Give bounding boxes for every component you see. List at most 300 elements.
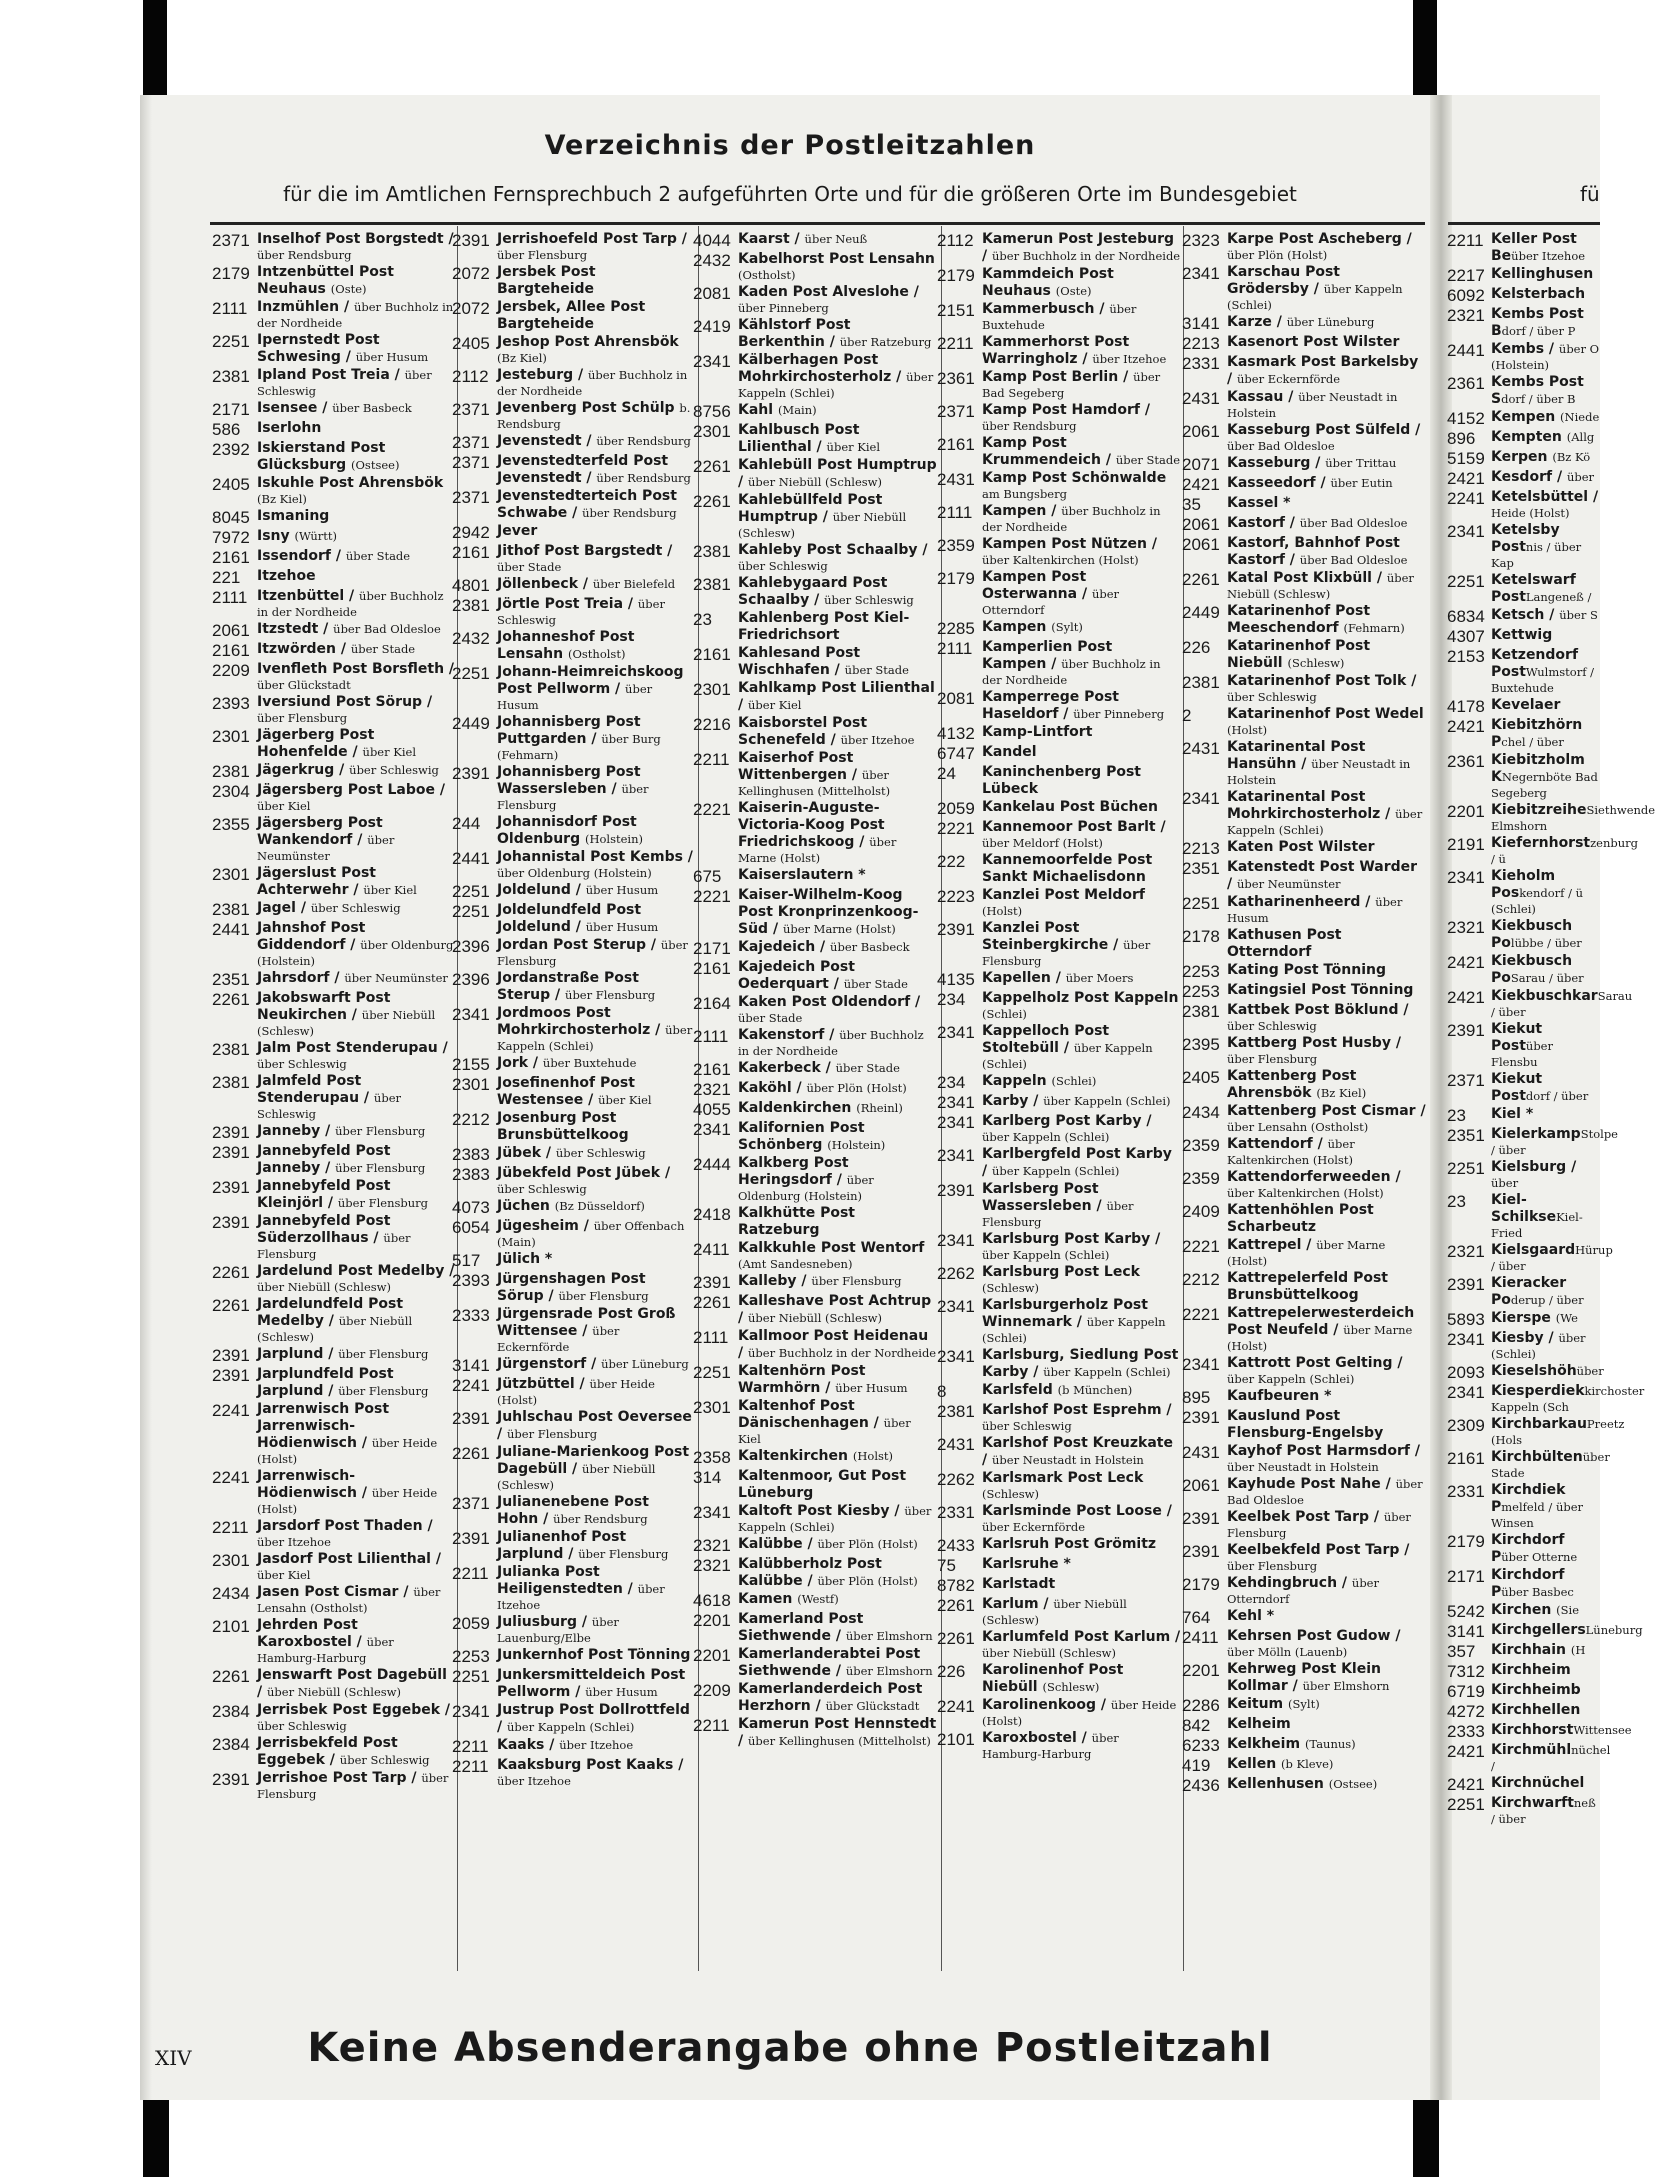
directory-column-1 [212, 231, 455, 1971]
delivery-detail: über Kiel [257, 1568, 311, 1582]
place-entry [738, 887, 937, 938]
place-name: Jordanstraße Post Sterup / [497, 970, 639, 1003]
directory-entry [1447, 1106, 1600, 1125]
place-entry [1491, 286, 1600, 303]
directory-entry [1182, 1608, 1426, 1627]
place-name: Kayhude Post Nahe / [1227, 1476, 1396, 1492]
place-name: Jägerslust Post Achterwehr / [257, 865, 376, 898]
directory-entry [1447, 953, 1600, 987]
directory-entry [1447, 868, 1600, 917]
place-entry [982, 1023, 1181, 1072]
postal-code: 2211 [452, 1757, 489, 1776]
place-entry [257, 231, 455, 263]
directory-entry [212, 1263, 455, 1295]
place-name: Kerpen [1491, 449, 1553, 465]
postal-code: 2251 [452, 902, 490, 921]
place-name: Keller Post Be [1491, 231, 1577, 264]
directory-entry [1447, 717, 1600, 751]
place-entry [257, 990, 455, 1039]
place-name: Johanneshof Post Lensahn [497, 629, 635, 662]
place-entry [1491, 1449, 1610, 1481]
postal-code: 4801 [452, 576, 490, 595]
delivery-detail: (Bz Kö [1552, 450, 1591, 464]
directory-entry [212, 865, 455, 899]
place-name: Katal Post Klixbüll / [1227, 570, 1387, 586]
postal-code: 2179 [212, 264, 250, 283]
delivery-detail: über Niebüll (Schlesw) [738, 510, 907, 540]
delivery-detail: über Heide (Holst) [497, 1377, 655, 1407]
postal-code: 2341 [1447, 868, 1485, 887]
place-name: Kierspe [1491, 1310, 1556, 1326]
delivery-detail: über Buxtehude [982, 302, 1137, 332]
place-name: Kaninchenberg Post Lübeck [982, 764, 1141, 797]
place-entry [497, 1306, 695, 1355]
page-edge-shadow [140, 95, 152, 2100]
place-entry [1227, 264, 1426, 313]
place-entry [738, 1080, 937, 1097]
postal-code: 2393 [452, 1271, 490, 1290]
page-number: XIV [155, 2046, 192, 2070]
place-entry [257, 1551, 455, 1583]
directory-entry [937, 1435, 1181, 1469]
delivery-detail: derup / über [1510, 1293, 1584, 1307]
delivery-detail: über Kappeln (Schlei) [982, 1041, 1153, 1071]
directory-entry [212, 1667, 455, 1701]
directory-entry [212, 440, 455, 474]
place-entry [1491, 1482, 1600, 1531]
place-entry [738, 251, 937, 283]
place-name: Katarinenhof Post Niebüll [1227, 638, 1371, 671]
place-name: Kattrepel / [1227, 1237, 1317, 1253]
place-name: Kielsgaard [1491, 1242, 1576, 1258]
postal-code: 2391 [212, 1366, 250, 1385]
place-entry [257, 1584, 455, 1616]
delivery-detail: über Schleswig [824, 593, 914, 607]
delivery-detail: über Flensbu [1491, 1039, 1553, 1069]
delivery-detail: (Holstein) [584, 832, 644, 846]
delivery-detail: über Itzehoe [559, 1738, 634, 1752]
postal-code: 4307 [1447, 627, 1485, 646]
directory-entry [452, 1145, 695, 1164]
directory-entry [212, 548, 455, 567]
delivery-detail: über Oldenburg (Holstein) [497, 866, 652, 880]
place-entry [1227, 1776, 1426, 1793]
place-entry [1227, 1270, 1426, 1304]
place-name: Kattendorf / [1227, 1136, 1328, 1152]
delivery-detail: (Amt Sandesneben) [738, 1257, 853, 1271]
delivery-detail: über Glückstadt [825, 1699, 920, 1713]
delivery-detail: über Buchholz in der Nordheide [257, 300, 454, 330]
place-name: Karlsfeld [982, 1382, 1058, 1398]
place-name: Jerrishoe Post Tarp / [257, 1770, 422, 1786]
place-entry [257, 420, 455, 437]
place-entry [1227, 1169, 1426, 1201]
place-name: Kamerlanderdeich Post Herzhorn / [738, 1681, 923, 1714]
place-name: Jübek / [497, 1145, 556, 1161]
place-name: Keelbekfeld Post Tarp / [1227, 1542, 1410, 1558]
directory-entry [452, 1110, 695, 1144]
directory-entry [1447, 1482, 1600, 1531]
place-entry [738, 1027, 937, 1059]
delivery-detail: über Kellinghusen (Mittelholst) [738, 768, 891, 798]
postal-code: 2241 [1447, 489, 1485, 508]
place-entry [1227, 1476, 1426, 1508]
directory-entry [1182, 927, 1426, 961]
directory-entry [937, 1297, 1181, 1346]
directory-entry [693, 1240, 937, 1272]
postal-code: 2061 [1182, 422, 1220, 441]
postal-code: 226 [1182, 638, 1211, 657]
place-name: Kammerhorst Post Warringholz / [982, 334, 1130, 367]
place-entry [738, 1611, 937, 1645]
directory-entry [693, 1681, 937, 1715]
delivery-detail: über Schleswig [257, 1057, 347, 1071]
postal-code: 2341 [1447, 522, 1485, 541]
delivery-detail: Kiel-Fried [1491, 1210, 1583, 1240]
place-entry [257, 440, 455, 474]
delivery-detail: über Kellinghusen (Mittelholst) [748, 1734, 931, 1748]
directory-entry [937, 1402, 1181, 1434]
directory-entry [937, 639, 1181, 688]
place-entry [982, 920, 1181, 969]
delivery-detail: über Stade [835, 1061, 900, 1075]
place-entry [257, 661, 455, 693]
place-name: Isny [257, 528, 295, 544]
postal-code: 2161 [693, 645, 731, 664]
place-name: Kembs / [1491, 341, 1559, 357]
place-name: Jahnshof Post Giddendorf / [257, 920, 366, 953]
place-entry [1491, 1602, 1600, 1619]
postal-code: 2216 [693, 715, 731, 734]
delivery-detail: über Kappeln (Schlei) [982, 1130, 1110, 1144]
place-name: Jannebyfeld Post Kleinjörl / [257, 1178, 391, 1211]
directory-entry [1447, 341, 1600, 373]
delivery-detail: über Kappeln (Schlei) [982, 1315, 1166, 1345]
place-entry [982, 1730, 1181, 1762]
place-entry [1491, 1071, 1600, 1105]
place-entry [738, 715, 937, 749]
place-entry [497, 264, 695, 298]
directory-column-3 [693, 231, 937, 1971]
place-name: Karpe Post Ascheberg / [1227, 231, 1412, 247]
place-name: Johannisberg Post Wassersleben / [497, 764, 641, 797]
delivery-detail: über Schleswig [1227, 1019, 1317, 1033]
delivery-detail: über Husum [835, 1381, 908, 1395]
delivery-detail: über Pinneberg [1073, 707, 1165, 721]
postal-code: 222 [937, 852, 966, 871]
postal-code: 2161 [693, 959, 731, 978]
place-name: Itzwörden / [257, 641, 351, 657]
place-name: Karlsmark Post Leck [982, 1470, 1144, 1486]
place-entry [497, 1055, 695, 1072]
postal-code: 2431 [1182, 1443, 1220, 1462]
place-entry [1491, 449, 1600, 466]
delivery-detail: über (Schlei) [1491, 1331, 1586, 1361]
place-entry [1227, 927, 1426, 961]
postal-code: 2333 [452, 1306, 490, 1325]
place-name: Karlsruhe * [982, 1556, 1071, 1572]
directory-entry [1447, 752, 1600, 801]
place-name: Karlbergfeld Post Karby / [982, 1146, 1172, 1179]
place-name: Josenburg Post Brunsbüttelkoog [497, 1110, 629, 1143]
postal-code: 2341 [937, 1297, 975, 1316]
place-entry [257, 1178, 455, 1212]
place-name: Kiesby / [1491, 1330, 1559, 1346]
place-name: Jenswarft Post Dagebüll / [257, 1667, 447, 1700]
place-name: Kahlesand Post Wischhafen / [738, 645, 861, 678]
place-name: Jerrisbekfeld Post Eggebek / [257, 1735, 398, 1768]
place-name: Jordmoos Post Mohrkirchosterholz / [497, 1005, 666, 1038]
delivery-detail: über Bad Segeberg [982, 370, 1161, 400]
postal-code: 2061 [212, 621, 250, 640]
delivery-detail: über Stade [1115, 453, 1181, 467]
place-entry [497, 334, 695, 366]
delivery-detail: Preetz (Hols [1491, 1417, 1625, 1447]
place-name: Kayhof Post Harmsdorf / [1227, 1443, 1420, 1459]
place-entry [497, 596, 695, 628]
place-entry [1227, 1628, 1426, 1660]
directory-entry [693, 680, 937, 714]
directory-entry [212, 1735, 455, 1769]
place-entry [982, 1662, 1181, 1696]
delivery-detail: kirchoster Kappeln (Sch [1491, 1384, 1645, 1414]
place-entry [1227, 1443, 1426, 1475]
next-page-header-rule [1448, 222, 1600, 225]
delivery-detail: über Kaltenkirchen (Holst) [1227, 1186, 1384, 1200]
directory-entry [937, 1264, 1181, 1296]
delivery-detail: über Flensburg [335, 1161, 426, 1175]
delivery-detail: über Stade [345, 549, 411, 563]
place-entry [1491, 1662, 1600, 1679]
place-name: Kappelholz Post Kappeln [982, 990, 1179, 1006]
delivery-detail: über Oldenburg (Holstein) [257, 938, 454, 968]
place-entry [497, 814, 695, 848]
place-entry [1491, 1775, 1600, 1792]
postal-code: 2251 [452, 664, 490, 683]
delivery-detail: über Plön (Holst) [806, 1081, 907, 1095]
place-entry [257, 782, 455, 814]
place-entry [497, 1005, 695, 1054]
delivery-detail: melfeld / über Winsen [1491, 1500, 1584, 1530]
place-name: Kaken Post Oldendorf / [738, 994, 921, 1010]
postal-code: 2384 [212, 1702, 250, 1721]
delivery-detail: über Lensahn (Ostholst) [257, 1585, 441, 1615]
directory-entry [937, 402, 1181, 434]
postal-code: 2341 [693, 1120, 731, 1139]
directory-entry [1182, 638, 1426, 672]
place-entry [257, 1518, 455, 1550]
delivery-detail: über Niebüll (Schlesw) [257, 1008, 436, 1038]
delivery-detail: über [1566, 470, 1595, 484]
directory-entry [1182, 1388, 1426, 1407]
directory-entry [452, 1614, 695, 1646]
directory-entry [212, 970, 455, 989]
place-name: Julianka Post Heiligenstedten / [497, 1564, 638, 1597]
directory-entry [693, 231, 937, 250]
place-entry [1491, 1275, 1600, 1309]
directory-entry [937, 819, 1181, 851]
postal-code: 8045 [212, 508, 250, 527]
place-entry [1227, 839, 1426, 856]
postal-code: 314 [693, 1468, 722, 1487]
place-entry [257, 815, 455, 864]
place-name: Kirchdiek P [1491, 1482, 1566, 1515]
place-name: Kalleshave Post Achtrup / [738, 1293, 932, 1326]
directory-entry [452, 664, 695, 713]
postal-code: 8 [937, 1382, 947, 1401]
place-name: Kating Post Tönning [1227, 962, 1387, 978]
postal-code: 2341 [1182, 789, 1220, 808]
place-name: Jevenstedterteich Post Schwabe / [497, 488, 677, 521]
place-entry [1491, 1021, 1600, 1070]
place-entry [1227, 389, 1426, 421]
delivery-detail: über Kappeln (Schlei) [738, 1504, 932, 1534]
directory-entry [1182, 1002, 1426, 1034]
directory-entry [452, 334, 695, 366]
delivery-detail: über Glückstadt [257, 678, 351, 692]
directory-entry [1182, 962, 1426, 981]
postal-code: 2261 [693, 492, 731, 511]
place-entry [497, 1075, 695, 1109]
directory-entry [1182, 1305, 1426, 1354]
delivery-detail: (Bz Düsseldorf) [554, 1199, 645, 1213]
delivery-detail: über Elmshorn [1302, 1679, 1390, 1693]
place-entry [1227, 1661, 1426, 1695]
place-entry [497, 488, 695, 522]
place-entry [1227, 1542, 1426, 1574]
postal-code: 2101 [212, 1617, 250, 1636]
postal-code: 2161 [452, 543, 490, 562]
delivery-detail: über Flensburg [811, 1274, 902, 1288]
delivery-detail: kendorf / ü (Schlei) [1491, 886, 1584, 916]
place-entry [257, 1296, 455, 1345]
place-entry [982, 503, 1181, 535]
delivery-detail: über Moers [1065, 971, 1134, 985]
place-name: Kajedeich Post Oederquart / [738, 959, 855, 992]
directory-column-4 [937, 231, 1181, 1971]
directory-entry [937, 1231, 1181, 1263]
place-name: Katharinenheerd / [1227, 894, 1376, 910]
directory-entry [1182, 1136, 1426, 1168]
place-entry [1491, 522, 1600, 571]
delivery-detail: über Kiel [748, 698, 802, 712]
place-name: Kalkhütte Post Ratzeburg [738, 1205, 855, 1238]
place-entry [257, 920, 455, 969]
delivery-detail: über Schleswig [257, 1091, 401, 1121]
place-name: Jevenstedt / [497, 433, 597, 449]
postal-code: 2251 [452, 1667, 490, 1686]
place-entry [1491, 717, 1600, 751]
postal-code: 2351 [1182, 859, 1220, 878]
directory-entry [1182, 422, 1426, 454]
postal-code: 5159 [1447, 449, 1485, 468]
directory-entry [212, 1551, 455, 1583]
directory-entry [1447, 1702, 1600, 1721]
postal-code: 2381 [212, 900, 250, 919]
place-entry [497, 1165, 695, 1197]
delivery-detail: Negernböte Bad Segeberg [1491, 770, 1598, 800]
directory-entry [1182, 1443, 1426, 1475]
place-entry [1491, 918, 1600, 952]
delivery-detail: chel / über [1501, 735, 1564, 749]
postal-code: 2371 [212, 231, 250, 250]
directory-entry [212, 990, 455, 1039]
place-name: Kattenberg Post Cismar / [1227, 1103, 1426, 1119]
delivery-detail: über Bad Oldesloe [1227, 1477, 1423, 1507]
directory-entry [212, 528, 455, 547]
place-entry [1227, 1736, 1426, 1753]
postal-code: 2341 [937, 1347, 975, 1366]
place-entry [982, 819, 1181, 851]
place-entry [497, 1614, 695, 1646]
directory-entry [693, 994, 937, 1026]
place-entry [982, 1470, 1181, 1502]
delivery-detail: über Kiel [738, 1416, 911, 1446]
postal-code: 2421 [1447, 717, 1485, 736]
place-name: Karlumfeld Post Karlum / [982, 1629, 1181, 1645]
place-entry [738, 1293, 937, 1327]
place-name: Ketelsby Post [1491, 522, 1560, 555]
postal-code: 2251 [452, 882, 490, 901]
directory-entry [212, 727, 455, 761]
postal-code: 6719 [1447, 1682, 1485, 1701]
place-entry [497, 400, 695, 432]
delivery-detail: über Stade [350, 642, 416, 656]
postal-code: 2358 [693, 1448, 731, 1467]
place-entry [1227, 894, 1426, 926]
place-name: Kattrepelerwesterdeich Post Neufeld / [1227, 1305, 1415, 1338]
postal-code: 2261 [1182, 570, 1220, 589]
directory-entry [212, 1040, 455, 1072]
directory-entry [1182, 1776, 1426, 1795]
postal-code: 3141 [1182, 314, 1220, 333]
place-name: Kirchnüchel [1491, 1775, 1585, 1791]
delivery-detail: über Neustadt in Holstein [1227, 1460, 1379, 1474]
place-name: Kieracker Po [1491, 1275, 1567, 1308]
place-entry [1491, 1383, 1645, 1415]
postal-code: 2241 [937, 1697, 975, 1716]
delivery-detail: über Schleswig [349, 763, 439, 777]
postal-code: 2391 [452, 764, 490, 783]
directory-entry [452, 849, 695, 881]
postal-code: 3141 [452, 1356, 490, 1375]
delivery-detail: über Stade [844, 663, 909, 677]
postal-code: 6834 [1447, 607, 1485, 626]
postal-code: 2201 [693, 1646, 731, 1665]
directory-entry [452, 814, 695, 848]
place-entry [982, 1093, 1181, 1110]
directory-entry [693, 1328, 937, 1362]
place-name: Karlstadt [982, 1576, 1056, 1592]
delivery-detail: nis / über Kap [1491, 540, 1582, 570]
directory-entry [1182, 1756, 1426, 1775]
directory-entry [693, 1503, 937, 1535]
place-entry [1491, 1682, 1600, 1699]
postal-code: 2213 [1182, 334, 1220, 353]
place-entry [1491, 752, 1600, 801]
place-entry [1491, 1567, 1600, 1601]
postal-code: 2251 [1447, 1795, 1485, 1814]
place-entry [1227, 1388, 1426, 1405]
postal-code: 2405 [212, 475, 250, 494]
postal-code: 2341 [1447, 1383, 1485, 1402]
delivery-detail: über Eckernförde [497, 1324, 620, 1354]
directory-entry [212, 264, 455, 298]
postal-code: 2321 [693, 1080, 731, 1099]
place-entry [257, 1073, 455, 1122]
place-name: Kaltenkirchen [738, 1448, 853, 1464]
postal-code: 2431 [1182, 389, 1220, 408]
